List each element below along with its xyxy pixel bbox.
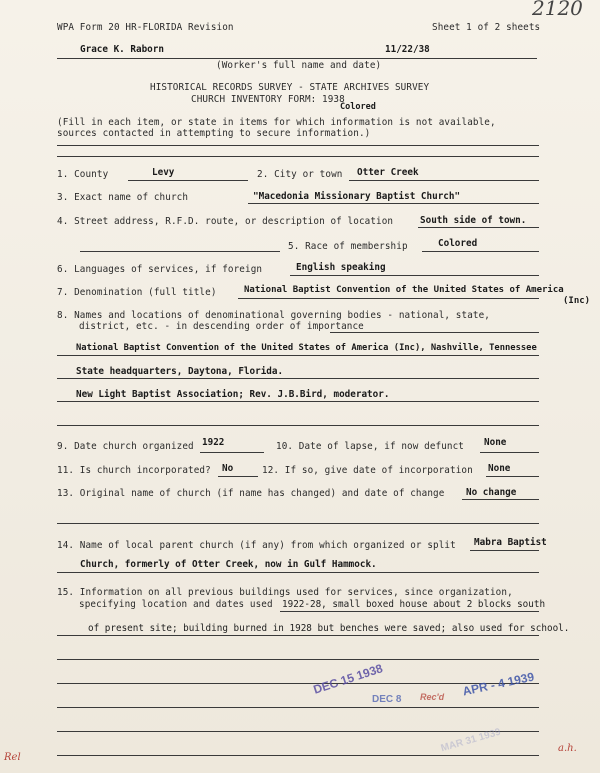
instructions-1: (Fill in each item, or state in items for which information is not available, <box>57 117 496 128</box>
item-4-line <box>418 227 539 228</box>
received-stamp-4: MAR 31 1939 <box>439 726 503 755</box>
item-3-line <box>248 203 539 204</box>
item-7-value-2: (Inc) <box>563 296 591 306</box>
item-1-label: 1. County <box>57 169 109 180</box>
item-13-value: No change <box>466 487 517 498</box>
item-9-value: 1922 <box>202 437 225 448</box>
item-8-label-2: district, etc. - in descending order of importance <box>79 321 364 332</box>
item-15-line-2 <box>57 635 539 636</box>
worker-caption: (Worker's full name and date) <box>216 60 382 71</box>
item-14-value-2: Church, formerly of Otter Creek, now in Gulf Hammock. <box>80 559 377 570</box>
form-title-2: CHURCH INVENTORY FORM: 1938 <box>191 94 345 105</box>
bottom-right-mark: a.h. <box>558 743 577 754</box>
instr-line-1 <box>57 145 539 146</box>
item-15-value-2: of present site; building burned in 1928 but benches were saved; also used for school. <box>88 623 570 634</box>
item-15-line-3 <box>57 659 539 660</box>
received-stamp-2: DEC 8 <box>372 694 402 705</box>
form-id: WPA Form 20 HR-FLORIDA Revision <box>57 22 234 33</box>
item-6-value: English speaking <box>296 262 386 273</box>
item-7-label: 7. Denomination (full title) <box>57 287 217 298</box>
item-10-value: None <box>484 437 507 448</box>
item-4-value: South side of town. <box>420 215 527 226</box>
item-6-label: 6. Languages of services, if foreign <box>57 264 263 275</box>
item-3-label: 3. Exact name of church <box>57 192 189 203</box>
item-2-value: Otter Creek <box>357 167 419 178</box>
worker-line <box>57 58 537 59</box>
bottom-left-mark: Rel <box>4 752 21 763</box>
received-stamp-3: APR - 4 1939 <box>461 669 536 699</box>
item-12-line <box>486 476 539 477</box>
item-4-line-2 <box>80 251 280 252</box>
item-6-line <box>290 275 539 276</box>
received-stamp-2-note: Rec'd <box>420 692 445 702</box>
sheet-count: Sheet 1 of 2 sheets <box>432 22 541 33</box>
item-8-line-4 <box>57 425 539 426</box>
item-1-line <box>128 180 248 181</box>
item-8-line-1 <box>57 355 539 356</box>
item-10-label: 10. Date of lapse, if now defunct <box>276 441 465 452</box>
item-5-label: 5. Race of membership <box>288 241 408 252</box>
title-annotation: Colored <box>340 102 376 112</box>
corner-number: 2120 <box>532 0 583 20</box>
item-14-line <box>470 550 539 551</box>
form-title-1: HISTORICAL RECORDS SURVEY - STATE ARCHIVES SURVEY <box>150 82 430 93</box>
item-8-label-1: 8. Names and locations of denominational governing bodies - national, state, <box>57 310 490 321</box>
item-10-line <box>480 452 539 453</box>
item-14-value-1: Mabra Baptist <box>474 537 547 548</box>
received-stamp-1: DEC 15 1938 <box>311 661 385 697</box>
item-12-value: None <box>488 463 511 474</box>
item-11-label: 11. Is church incorporated? <box>57 465 211 476</box>
item-7-value: National Baptist Convention of the United States of America <box>244 285 564 295</box>
item-8-line-3 <box>57 401 539 402</box>
worker-name: Grace K. Raborn <box>80 44 164 55</box>
item-8-line-0 <box>330 332 539 333</box>
item-14-label: 14. Name of local parent church (if any) from which organized or split <box>57 540 456 551</box>
item-11-line <box>218 476 258 477</box>
item-8-line-2 <box>57 378 539 379</box>
item-2-line <box>349 180 539 181</box>
item-8-value-3: New Light Baptist Association; Rev. J.B.Bird, moderator. <box>76 389 390 400</box>
item-13-line <box>462 499 539 500</box>
item-1-value: Levy <box>152 167 175 178</box>
item-8-value-1: National Baptist Convention of the United States of America (Inc), Nashville, Tennessee <box>76 343 537 353</box>
item-15-line-1 <box>280 611 539 612</box>
item-15-value-1: 1922-28, small boxed house about 2 blocks south <box>282 599 546 610</box>
item-15-line-5 <box>57 707 539 708</box>
instructions-2: sources contacted in attempting to secure information.) <box>57 128 371 139</box>
item-8-value-2: State headquarters, Daytona, Florida. <box>76 366 284 377</box>
item-12-label: 12. If so, give date of incorporation <box>262 465 473 476</box>
item-11-value: No <box>222 463 234 474</box>
item-7-line <box>238 298 539 299</box>
item-14-line-2 <box>57 572 539 573</box>
item-13-label: 13. Original name of church (if name has changed) and date of change <box>57 488 445 499</box>
item-4-label: 4. Street address, R.F.D. route, or description of location <box>57 216 394 227</box>
instr-line-2 <box>57 156 539 157</box>
item-13-line-2 <box>57 523 539 524</box>
item-5-line <box>422 251 539 252</box>
item-2-label: 2. City or town <box>257 169 343 180</box>
item-3-value: "Macedonia Missionary Baptist Church" <box>253 191 461 202</box>
item-9-line <box>200 452 264 453</box>
item-9-label: 9. Date church organized <box>57 441 194 452</box>
item-5-value: Colored <box>438 238 478 249</box>
item-15-line-7 <box>57 755 539 756</box>
item-15-label-1: 15. Information on all previous buildings used for services, since organization, <box>57 587 513 598</box>
item-15-label-2: specifying location and dates used <box>79 599 273 610</box>
worker-date: 11/22/38 <box>385 44 430 55</box>
item-15-line-6 <box>57 731 539 732</box>
